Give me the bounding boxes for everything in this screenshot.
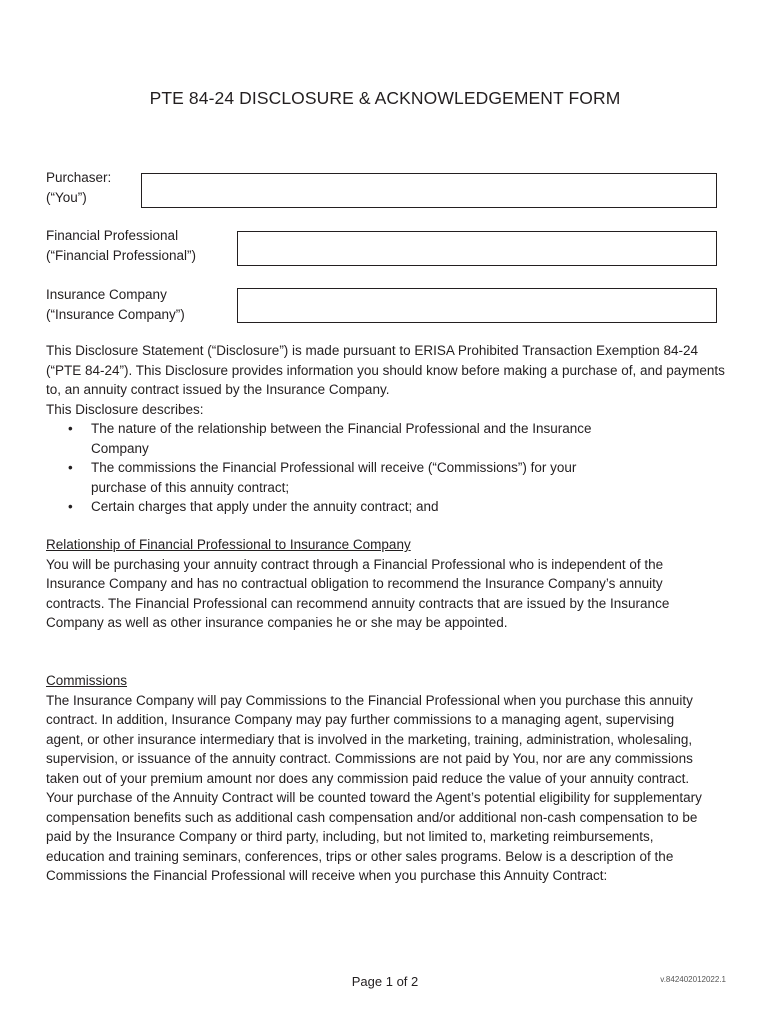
financial-professional-label-line2: (“Financial Professional”) <box>46 248 197 263</box>
financial-professional-input[interactable] <box>237 231 717 266</box>
relationship-section <box>46 535 736 633</box>
insurance-company-label-line1: Insurance Company <box>46 287 167 302</box>
intro-describes: This Disclosure describes: <box>46 401 204 417</box>
commissions-section <box>46 671 736 886</box>
purchaser-label <box>46 168 111 208</box>
bullet-item: • The commissions the Financial Professional will receive (“Commissions”) for your purchase of this annuity contract; <box>46 458 601 497</box>
purchaser-label-line2: (“You”) <box>46 190 87 205</box>
purchaser-input[interactable] <box>141 173 717 208</box>
bullet-item: • Certain charges that apply under the annuity contract; and <box>46 497 736 517</box>
insurance-company-label <box>46 285 185 325</box>
insurance-company-input[interactable] <box>237 288 717 323</box>
page-number: Page 1 of 2 <box>351 974 419 989</box>
commissions-text: The Insurance Company will pay Commissions to the Financial Professional when you purchase this annuity contract. In addition, Insurance Company may pay further commissions to a managing agent, supervising agent, or other insurance intermediary that is involved in the marketing, training, administration, wholesaling, supervision, or issuance of the annuity contract. Commissions are not paid by You, nor are any commissions taken out of your premium amount nor does any commission paid reduce the value of your annuity contract. Your purchase of the Annuity Contract will be counted toward the Agent’s potential eligibility for supplementary compensation benefits such as additional cash compensation and/or additional non-cash compensation to be paid by the Insurance Company or third party, including, but not limited to, marketing reimbursements, education and training seminars, conferences, trips or other sales programs. Below is a description of the Commissions the Financial Professional will receive when you purchase this Annuity Contract: <box>46 692 702 883</box>
intro-section <box>46 341 736 517</box>
purchaser-label-line1: Purchaser: <box>46 170 112 185</box>
bullet-item: • The nature of the relationship between the Financial Professional and the Insurance Company <box>46 419 621 458</box>
insurance-company-label-line2: (“Insurance Company”) <box>46 307 185 322</box>
financial-professional-label-line1: Financial Professional <box>46 228 179 243</box>
intro-bullet-list <box>46 419 736 517</box>
form-title: PTE 84-24 DISCLOSURE & ACKNOWLEDGEMENT FORM <box>149 88 621 108</box>
relationship-text: You will be purchasing your annuity contract through a Financial Professional who is independent of the Insurance Company and has no contractual obligation to recommend the Insurance Company’s annuity contracts. The Financial Professional can recommend annuity contracts that are issued by the Insurance Company as well as other insurance companies he or she may be appointed. <box>46 556 670 630</box>
financial-professional-label <box>46 226 196 266</box>
relationship-heading: Relationship of Financial Professional to Insurance Company <box>46 537 411 552</box>
version-code: v.842402012022.1 <box>660 975 726 984</box>
intro-paragraph: This Disclosure Statement (“Disclosure”) is made pursuant to ERISA Prohibited Transaction Exemption 84-24 (“PTE 84-24”). This Disclosure provides information you should know before making a purchase of, and payments to, an annuity contract issued by the Insurance Company. <box>46 343 725 397</box>
commissions-heading: Commissions <box>46 673 128 688</box>
